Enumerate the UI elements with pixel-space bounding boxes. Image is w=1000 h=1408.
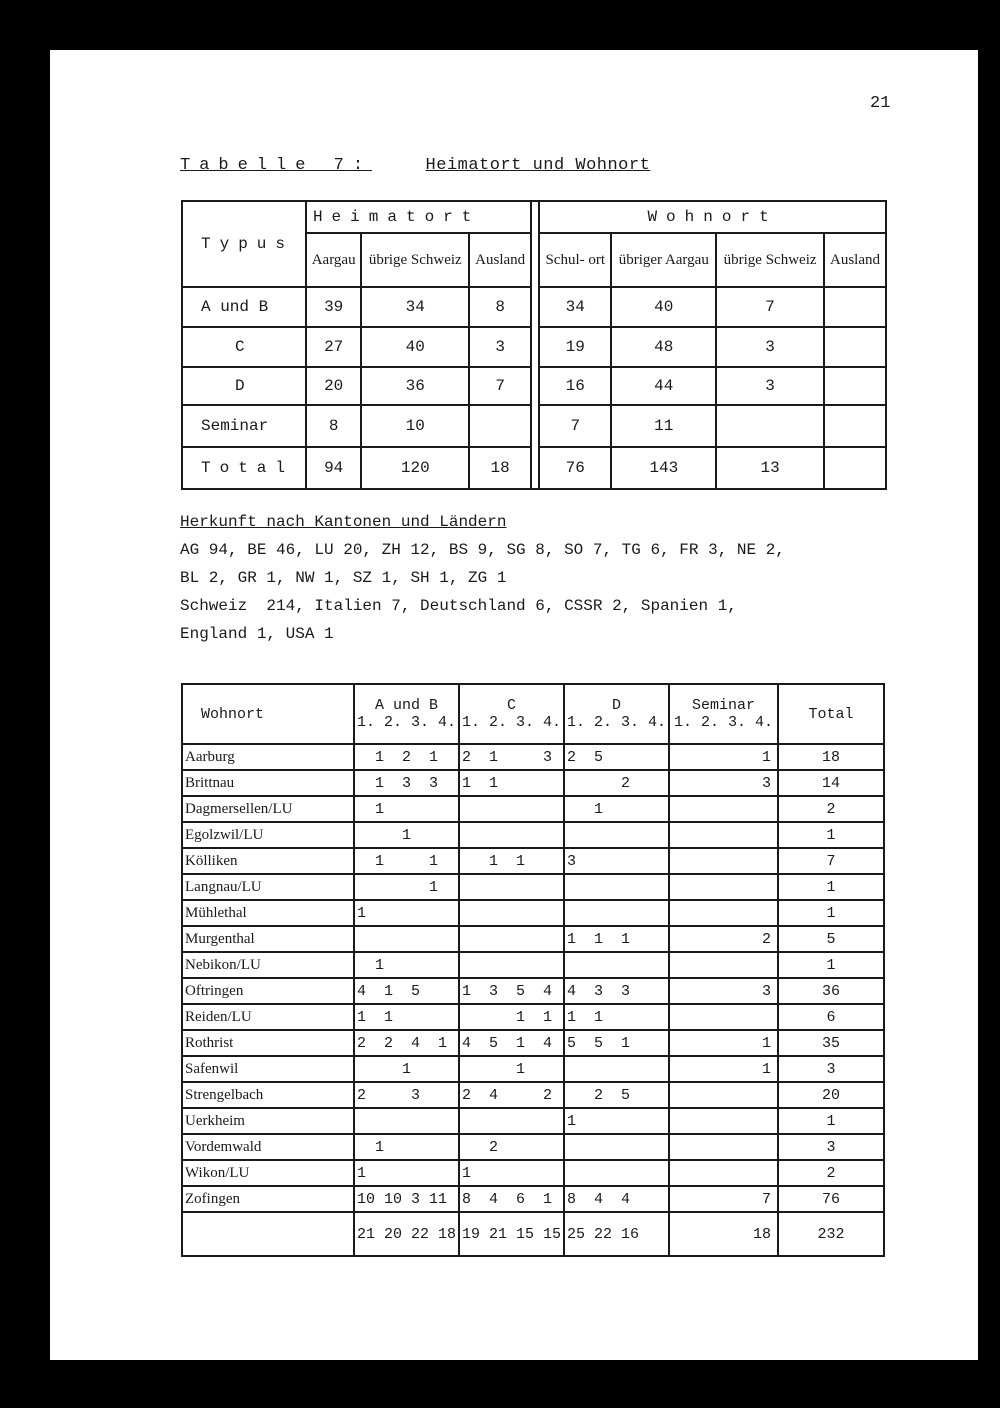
cell: 1: [459, 1056, 564, 1082]
cell: 35: [778, 1030, 884, 1056]
origin-section: [180, 508, 785, 648]
row-label: A und B: [182, 287, 306, 327]
cell: 36: [778, 978, 884, 1004]
place-name: Aarburg: [182, 744, 354, 770]
group-label: C: [506, 697, 516, 714]
cell: [354, 926, 459, 952]
group-label: Seminar: [692, 697, 756, 714]
cell: 143: [611, 447, 716, 489]
cell: 3: [469, 327, 531, 367]
cell: 7: [716, 287, 824, 327]
table-row: [182, 874, 884, 900]
cell: 36: [361, 367, 469, 405]
cell: 44: [611, 367, 716, 405]
cell: 1: [354, 900, 459, 926]
cell: [564, 874, 669, 900]
place-name: Egolzwil/LU: [182, 822, 354, 848]
table-row: [182, 1134, 884, 1160]
cell: 1: [354, 952, 459, 978]
cell: [824, 405, 886, 447]
cell: 1: [778, 952, 884, 978]
table-row: [182, 1160, 884, 1186]
cell: 1: [669, 1030, 778, 1056]
cell: 3: [778, 1056, 884, 1082]
cell: [669, 822, 778, 848]
cell: [564, 1134, 669, 1160]
table-row: [182, 978, 884, 1004]
cell: 8 4 6 1: [459, 1186, 564, 1212]
cell: 1: [354, 1056, 459, 1082]
place-name: Langnau/LU: [182, 874, 354, 900]
cell: 3: [716, 367, 824, 405]
cell: 1 1: [354, 1004, 459, 1030]
cell: 2: [669, 926, 778, 952]
cell: 7: [469, 367, 531, 405]
cell: 4 5 1 4: [459, 1030, 564, 1056]
place-name: Wikon/LU: [182, 1160, 354, 1186]
table-row: [182, 1186, 884, 1212]
col-aargau: Aargau: [306, 233, 361, 287]
column-divider: [531, 201, 539, 489]
cell: 18: [778, 744, 884, 770]
cell: 1 1: [564, 1004, 669, 1030]
cell: [669, 952, 778, 978]
cell: [564, 822, 669, 848]
cell: 1 1: [459, 848, 564, 874]
table-row: [182, 926, 884, 952]
cell: 1: [564, 796, 669, 822]
sum-cell: 25 22 16: [564, 1212, 669, 1256]
cell: 1 1: [354, 848, 459, 874]
table-row: [182, 744, 884, 770]
cell: 3: [669, 770, 778, 796]
cell: [824, 287, 886, 327]
cell: 10: [361, 405, 469, 447]
cell: 8: [306, 405, 361, 447]
cell: 5 5 1: [564, 1030, 669, 1056]
cell: 2 2 4 1: [354, 1030, 459, 1056]
cell: 1: [778, 900, 884, 926]
col-uebrige-schweiz-w: übrige Schweiz: [716, 233, 824, 287]
cell: 20: [778, 1082, 884, 1108]
table-row: [182, 1108, 884, 1134]
cell: [669, 1134, 778, 1160]
place-name: Rothrist: [182, 1030, 354, 1056]
group-header: [459, 684, 564, 744]
place-name: Zofingen: [182, 1186, 354, 1212]
cell: [669, 1160, 778, 1186]
cell: 10 10 3 11: [354, 1186, 459, 1212]
table-row: [182, 822, 884, 848]
cell: 20: [306, 367, 361, 405]
cell: [716, 405, 824, 447]
group-header: [354, 684, 459, 744]
cell: 2 3: [354, 1082, 459, 1108]
cell: 1: [669, 744, 778, 770]
place-name: Safenwil: [182, 1056, 354, 1082]
cell: [459, 926, 564, 952]
row-label: Total: [182, 447, 306, 489]
place-name: Strengelbach: [182, 1082, 354, 1108]
cell: 6: [778, 1004, 884, 1030]
place-name: Oftringen: [182, 978, 354, 1004]
cell: 3: [564, 848, 669, 874]
origin-heading: Herkunft nach Kantonen und Ländern: [180, 513, 507, 531]
cell: [824, 447, 886, 489]
table-row: [182, 796, 884, 822]
origin-line: AG 94, BE 46, LU 20, ZH 12, BS 9, SG 8, SO 7, TG 6, FR 3, NE 2,: [180, 541, 785, 559]
row-label: C: [182, 327, 306, 367]
wohnort-header: Wohnort: [539, 201, 886, 233]
place-name: Dagmersellen/LU: [182, 796, 354, 822]
subhead: 1. 2. 3. 4.: [567, 714, 667, 731]
sum-label: [182, 1212, 354, 1256]
row-label: Seminar: [182, 405, 306, 447]
cell: [824, 327, 886, 367]
cell: 94: [306, 447, 361, 489]
cell: [669, 796, 778, 822]
cell: [354, 1108, 459, 1134]
cell: 1: [354, 822, 459, 848]
cell: 11: [611, 405, 716, 447]
cell: 2: [778, 796, 884, 822]
cell: 7: [539, 405, 611, 447]
page-number: 21: [870, 94, 891, 113]
cell: [669, 1004, 778, 1030]
place-name: Uerkheim: [182, 1108, 354, 1134]
subhead: 1. 2. 3. 4.: [461, 714, 562, 731]
cell: 1: [778, 1108, 884, 1134]
cell: 76: [539, 447, 611, 489]
group-label: D: [612, 697, 622, 714]
cell: 19: [539, 327, 611, 367]
typus-header: Typus: [182, 201, 306, 287]
cell: 1 1: [459, 770, 564, 796]
cell: 120: [361, 447, 469, 489]
cell: [459, 952, 564, 978]
cell: 76: [778, 1186, 884, 1212]
cell: 27: [306, 327, 361, 367]
table-row: [182, 848, 884, 874]
cell: [824, 367, 886, 405]
cell: [459, 822, 564, 848]
cell: 7: [778, 848, 884, 874]
table-row: [182, 952, 884, 978]
group-label: A und B: [374, 697, 438, 714]
cell: [564, 1056, 669, 1082]
cell: 14: [778, 770, 884, 796]
cell: [669, 848, 778, 874]
cell: [459, 874, 564, 900]
sum-cell: 232: [778, 1212, 884, 1256]
cell: 2 5: [564, 1082, 669, 1108]
table-row: [182, 900, 884, 926]
table-row: [182, 1056, 884, 1082]
cell: 13: [716, 447, 824, 489]
cell: [669, 900, 778, 926]
col-schulort: Schul- ort: [539, 233, 611, 287]
place-name: Brittnau: [182, 770, 354, 796]
cell: [459, 900, 564, 926]
place-name: Vordemwald: [182, 1134, 354, 1160]
cell: [564, 900, 669, 926]
table-label: Tabelle 7:: [180, 156, 373, 175]
place-name: Mühlethal: [182, 900, 354, 926]
place-name: Kölliken: [182, 848, 354, 874]
cell: [459, 1108, 564, 1134]
cell: 1 1 1: [564, 926, 669, 952]
cell: [459, 796, 564, 822]
cell: 1: [564, 1108, 669, 1134]
cell: 1: [354, 1160, 459, 1186]
table-row: [182, 1004, 884, 1030]
cell: [669, 1108, 778, 1134]
cell: 2 4 2: [459, 1082, 564, 1108]
sum-cell: 19 21 15 15: [459, 1212, 564, 1256]
cell: 34: [539, 287, 611, 327]
wohnort-header: Wohnort: [182, 684, 354, 744]
cell: 3: [669, 978, 778, 1004]
subhead: 1. 2. 3. 4.: [674, 714, 774, 731]
cell: 2: [459, 1134, 564, 1160]
cell: 1 2 1: [354, 744, 459, 770]
table-title: [180, 156, 650, 175]
cell: 1: [669, 1056, 778, 1082]
cell: 40: [611, 287, 716, 327]
origin-line: Schweiz 214, Italien 7, Deutschland 6, CSSR 2, Spanien 1,: [180, 597, 737, 615]
cell: 2: [778, 1160, 884, 1186]
col-ausland: Ausland: [469, 233, 531, 287]
place-name: Nebikon/LU: [182, 952, 354, 978]
table-row: [182, 1082, 884, 1108]
sum-cell: 21 20 22 18: [354, 1212, 459, 1256]
col-uebrige-schweiz: übrige Schweiz: [361, 233, 469, 287]
cell: 5: [778, 926, 884, 952]
cell: 1: [778, 822, 884, 848]
cell: 1: [354, 1134, 459, 1160]
wohnort-table: [181, 683, 885, 1257]
table-row: [182, 1030, 884, 1056]
cell: 8: [469, 287, 531, 327]
place-name: Reiden/LU: [182, 1004, 354, 1030]
cell: 8 4 4: [564, 1186, 669, 1212]
subhead: 1. 2. 3. 4.: [356, 714, 456, 731]
cell: [669, 874, 778, 900]
cell: 39: [306, 287, 361, 327]
cell: 18: [469, 447, 531, 489]
heimatort-wohnort-table: [181, 200, 887, 490]
cell: 1: [354, 874, 459, 900]
cell: 1 3 5 4: [459, 978, 564, 1004]
total-header: Total: [778, 684, 884, 744]
cell: [669, 1082, 778, 1108]
cell: 4 3 3: [564, 978, 669, 1004]
cell: 7: [669, 1186, 778, 1212]
origin-line: England 1, USA 1: [180, 625, 334, 643]
cell: 3: [716, 327, 824, 367]
cell: 3: [778, 1134, 884, 1160]
cell: [564, 1160, 669, 1186]
table-row: [182, 770, 884, 796]
sum-cell: 18: [669, 1212, 778, 1256]
col-ausland-w: Ausland: [824, 233, 886, 287]
cell: [564, 952, 669, 978]
col-uebriger-aargau: übriger Aargau: [611, 233, 716, 287]
cell: 2 5: [564, 744, 669, 770]
cell: 1: [354, 796, 459, 822]
document-page: [50, 50, 978, 1360]
place-name: Murgenthal: [182, 926, 354, 952]
cell: 2 1 3: [459, 744, 564, 770]
group-header: [669, 684, 778, 744]
cell: 16: [539, 367, 611, 405]
cell: 1: [459, 1160, 564, 1186]
group-header: [564, 684, 669, 744]
cell: 4 1 5: [354, 978, 459, 1004]
cell: 48: [611, 327, 716, 367]
cell: 1: [778, 874, 884, 900]
heimatort-header: Heimatort: [306, 201, 531, 233]
sum-row: [182, 1212, 884, 1256]
origin-line: BL 2, GR 1, NW 1, SZ 1, SH 1, ZG 1: [180, 569, 507, 587]
cell: 1 1: [459, 1004, 564, 1030]
cell: 2: [564, 770, 669, 796]
cell: 40: [361, 327, 469, 367]
cell: [469, 405, 531, 447]
cell: 34: [361, 287, 469, 327]
row-label: D: [182, 367, 306, 405]
table-subject: Heimatort und Wohnort: [425, 156, 651, 175]
cell: 1 3 3: [354, 770, 459, 796]
